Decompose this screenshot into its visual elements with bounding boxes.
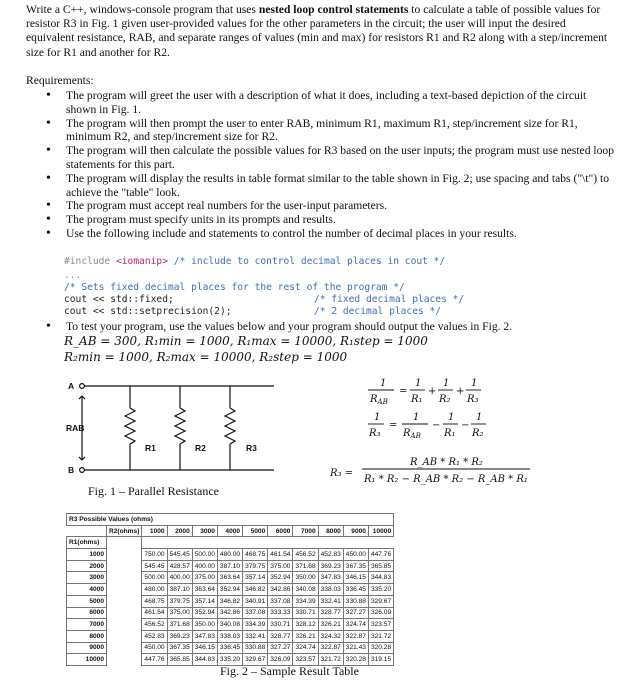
table-cell: 363.64 bbox=[217, 572, 242, 584]
table-col-header: 2000 bbox=[167, 525, 192, 537]
table-cell: 332.41 bbox=[243, 630, 268, 642]
eq2-rab bbox=[402, 428, 421, 440]
eq2-one-a: 1 bbox=[374, 412, 381, 423]
eq1-rab bbox=[369, 394, 388, 406]
table-cell: 319.15 bbox=[368, 654, 393, 666]
table-cell: 365.85 bbox=[167, 654, 192, 666]
table-cell: 338.03 bbox=[217, 630, 242, 642]
table-cell: 468.75 bbox=[243, 549, 268, 561]
table-cell: 323.57 bbox=[293, 654, 318, 666]
table-cell: 347.83 bbox=[192, 630, 217, 642]
table-cell: 357.14 bbox=[192, 595, 217, 607]
intro-paragraph bbox=[26, 3, 616, 60]
table-spacer bbox=[107, 572, 142, 584]
table-spacer bbox=[107, 619, 142, 631]
eq3-numerator: R_AB * R₁ * R₂ bbox=[410, 457, 483, 468]
table-spacer bbox=[107, 642, 142, 654]
table-cell: 461.54 bbox=[268, 549, 293, 561]
table-cell: 363.64 bbox=[192, 584, 217, 596]
table-corner bbox=[67, 525, 107, 537]
eq3-denominator: R₁ * R₂ − R_AB * R₂ − R_AB * R₁ bbox=[364, 474, 528, 485]
test-values-line-1: R_AB = 300, R₁min = 1000, R₁max = 10000, R₁step = 1000 bbox=[64, 334, 428, 348]
table-row-header: 4000 bbox=[67, 584, 107, 596]
table-row-header: 2000 bbox=[67, 560, 107, 572]
code-fixed-comment: /* fixed decimal places */ bbox=[314, 294, 465, 305]
eq1-one-a: 1 bbox=[380, 378, 387, 389]
table-cell: 334.39 bbox=[293, 595, 318, 607]
table-spacer bbox=[107, 607, 142, 619]
table-cell: 468.75 bbox=[142, 595, 167, 607]
table-cell: 340.08 bbox=[217, 619, 242, 631]
table-row bbox=[67, 572, 394, 584]
table-cell: 330.88 bbox=[243, 642, 268, 654]
code-sets-comment: /* Sets fixed decimal places for the rest of the program */ bbox=[64, 282, 405, 293]
table-cell: 500.00 bbox=[192, 549, 217, 561]
table-cell: 322.87 bbox=[318, 642, 343, 654]
code-include-comment: /* include to control decimal places in cout */ bbox=[173, 256, 446, 267]
table-cell: 447.76 bbox=[142, 654, 167, 666]
table-cell: 461.54 bbox=[142, 607, 167, 619]
eq1-one-b: 1 bbox=[415, 378, 422, 389]
eq1-plus-1: + bbox=[428, 386, 437, 397]
requirements-list bbox=[44, 89, 619, 241]
code-line-fixed bbox=[64, 294, 174, 306]
table-cell: 347.83 bbox=[318, 572, 343, 584]
table-cell: 336.45 bbox=[217, 642, 242, 654]
table-cell: 545.45 bbox=[167, 549, 192, 561]
intro-bold: nested loop control statements bbox=[258, 3, 409, 16]
bullet-item: • The program will then calculate the possible values for R3 based on the user inputs; the program must use nested loop statements for this part. bbox=[44, 144, 619, 172]
table-cell: 323.57 bbox=[368, 619, 393, 631]
table-cell: 330.88 bbox=[343, 595, 368, 607]
table-cell: 346.15 bbox=[343, 572, 368, 584]
table-cell: 327.27 bbox=[343, 607, 368, 619]
table-row-header: 6000 bbox=[67, 607, 107, 619]
eq1-r3: R₃ bbox=[467, 394, 479, 405]
table-cell: 367.35 bbox=[343, 560, 368, 572]
table-cell: 335.20 bbox=[368, 584, 393, 596]
r3-label: R3 bbox=[246, 443, 257, 453]
table-cell: 321.72 bbox=[318, 654, 343, 666]
table-cell: 400.00 bbox=[192, 560, 217, 572]
table-cell: 326.21 bbox=[293, 630, 318, 642]
table-cell: 333.33 bbox=[268, 607, 293, 619]
table-col-header: 1000 bbox=[142, 525, 167, 537]
table-spacer bbox=[107, 595, 142, 607]
table-cell: 335.20 bbox=[217, 654, 242, 666]
test-bullet: • To test your program, use the values below and your program should output the values in Fig. 2. bbox=[44, 320, 619, 334]
table-cell: 329.67 bbox=[243, 654, 268, 666]
table-cell: 375.00 bbox=[268, 560, 293, 572]
table-r1-header: R1(ohms) bbox=[67, 537, 107, 549]
table-r2-header-row bbox=[67, 525, 394, 537]
r1-label: R1 bbox=[145, 443, 156, 453]
table-cell: 452.83 bbox=[142, 630, 167, 642]
eq2-minus-2: − bbox=[461, 420, 470, 431]
result-table-body bbox=[67, 514, 394, 666]
eq2-rab-r: R bbox=[403, 428, 411, 439]
table-cell: 367.35 bbox=[167, 642, 192, 654]
table-row-header: 5000 bbox=[67, 595, 107, 607]
test-values-line-2: R₂min = 1000, R₂max = 10000, R₂step = 1000 bbox=[64, 350, 348, 364]
table-row bbox=[67, 549, 394, 561]
table-cell: 324.74 bbox=[293, 642, 318, 654]
table-cell: 330.71 bbox=[268, 619, 293, 631]
table-cell: 326.09 bbox=[368, 607, 393, 619]
table-col-header: 5000 bbox=[243, 525, 268, 537]
table-cell: 321.43 bbox=[343, 642, 368, 654]
eq2-rab-sub: AB bbox=[410, 432, 421, 440]
table-cell: 480.00 bbox=[142, 584, 167, 596]
table-row-header: 10000 bbox=[67, 654, 107, 666]
eq2-one-b: 1 bbox=[413, 412, 420, 423]
table-cell: 332.41 bbox=[318, 595, 343, 607]
table-cell: 344.83 bbox=[192, 654, 217, 666]
eq2-equals: = bbox=[389, 420, 398, 431]
table-cell: 375.00 bbox=[192, 572, 217, 584]
table-cell: 328.12 bbox=[293, 619, 318, 631]
table-cell: 545.45 bbox=[142, 560, 167, 572]
table-cell: 324.74 bbox=[343, 619, 368, 631]
table-cell: 357.14 bbox=[243, 572, 268, 584]
eq2-r1: R₁ bbox=[444, 428, 456, 439]
intro-text-1: Write a C++, windows-console program that uses bbox=[26, 3, 259, 16]
table-cell: 450.00 bbox=[142, 642, 167, 654]
bullet-item: • The program will greet the user with a description of what it does, including a text-based depiction of the circuit shown in Fig. 1. bbox=[44, 89, 619, 117]
code-precision-comment: /* 2 decimal places */ bbox=[314, 306, 442, 317]
table-r1-header-row bbox=[67, 537, 394, 549]
code-fixed: cout << std::fixed; bbox=[64, 294, 174, 305]
table-row-header: 1000 bbox=[67, 549, 107, 561]
result-table bbox=[66, 513, 394, 666]
table-title-row bbox=[67, 514, 394, 526]
table-cell: 447.76 bbox=[368, 549, 393, 561]
formulas bbox=[326, 374, 606, 486]
table-spacer bbox=[107, 549, 142, 561]
table-row bbox=[67, 630, 394, 642]
table-row-header: 8000 bbox=[67, 630, 107, 642]
table-cell: 321.72 bbox=[368, 630, 393, 642]
table-row bbox=[67, 584, 394, 596]
eq2-r3: R₃ bbox=[369, 428, 381, 439]
table-col-header: 6000 bbox=[268, 525, 293, 537]
table-cell: 369.23 bbox=[318, 560, 343, 572]
table-cell: 324.32 bbox=[318, 630, 343, 642]
table-row bbox=[67, 595, 394, 607]
eq1-rab-r: R bbox=[370, 394, 378, 405]
table-cell: 379.75 bbox=[167, 595, 192, 607]
table-cell: 387.10 bbox=[217, 560, 242, 572]
table-cell: 350.00 bbox=[192, 619, 217, 631]
table-spacer bbox=[107, 630, 142, 642]
table-cell: 480.00 bbox=[217, 549, 242, 561]
table-cell: 340.08 bbox=[293, 584, 318, 596]
bullet-item: • The program must accept real numbers for the user-input parameters. bbox=[44, 199, 619, 213]
table-cell: 346.82 bbox=[217, 595, 242, 607]
bullet-item: • Use the following include and statements to control the number of decimal places in your results. bbox=[44, 227, 619, 241]
table-row bbox=[67, 607, 394, 619]
table-row-header: 7000 bbox=[67, 619, 107, 631]
table-col-header: 10000 bbox=[368, 525, 393, 537]
code-include-header: <iomanip> bbox=[116, 256, 168, 267]
eq1-one-d: 1 bbox=[471, 378, 478, 389]
eq3-lhs: R₃ = bbox=[330, 468, 354, 479]
table-cell: 450.00 bbox=[343, 549, 368, 561]
eq1-plus-2: + bbox=[456, 386, 465, 397]
table-spacer-row bbox=[142, 537, 394, 549]
table-cell: 342.86 bbox=[217, 607, 242, 619]
table-cell: 371.68 bbox=[293, 560, 318, 572]
table-cell: 428.57 bbox=[167, 560, 192, 572]
table-cell: 500.00 bbox=[142, 572, 167, 584]
bullet-item: • The program will then prompt the user to enter RAB, minimum R1, maximum R1, step/increment size for R1, minimum R2, and step/increment size for R2. bbox=[44, 117, 619, 145]
table-row bbox=[67, 560, 394, 572]
code-include-directive: #include bbox=[64, 256, 111, 267]
table-cell: 346.15 bbox=[192, 642, 217, 654]
table-cell: 328.77 bbox=[268, 630, 293, 642]
table-cell: 344.83 bbox=[368, 572, 393, 584]
table-cell: 456.52 bbox=[142, 619, 167, 631]
table-col-header: 9000 bbox=[343, 525, 368, 537]
table-spacer bbox=[107, 560, 142, 572]
table-cell: 342.86 bbox=[268, 584, 293, 596]
table-cell: 346.82 bbox=[243, 584, 268, 596]
circuit-diagram bbox=[60, 378, 290, 484]
table-cell: 338.03 bbox=[318, 584, 343, 596]
table-cell: 365.85 bbox=[368, 560, 393, 572]
eq2-minus-1: − bbox=[432, 420, 441, 431]
table-cell: 452.83 bbox=[318, 549, 343, 561]
rab-label: RAB bbox=[66, 423, 85, 433]
code-dots: ... bbox=[64, 270, 82, 281]
r2-label: R2 bbox=[195, 443, 206, 453]
table-cell: 328.77 bbox=[318, 607, 343, 619]
node-b-label: B bbox=[68, 465, 75, 475]
table-cell: 352.94 bbox=[268, 572, 293, 584]
table-cell: 387.10 bbox=[167, 584, 192, 596]
node-a-label: A bbox=[68, 381, 75, 391]
table-cell: 337.08 bbox=[243, 607, 268, 619]
code-line-precision bbox=[64, 306, 232, 318]
bullet-item: • The program will display the results in table format similar to the table shown in Fig. 2; use spacing and tabs ("\t") to achieve the "table" look. bbox=[44, 172, 619, 200]
table-cell: 322.87 bbox=[343, 630, 368, 642]
table-row bbox=[67, 619, 394, 631]
table-title: R3 Possible Values (ohms) bbox=[67, 514, 394, 526]
figure-2-caption: Fig. 2 – Sample Result Table bbox=[220, 664, 359, 678]
test-bullet-list bbox=[44, 320, 619, 334]
table-cell: 371.68 bbox=[167, 619, 192, 631]
eq1-rab-sub: AB bbox=[377, 398, 388, 406]
table-row bbox=[67, 642, 394, 654]
table-cell: 326.21 bbox=[318, 619, 343, 631]
table-col-header: 3000 bbox=[192, 525, 217, 537]
table-cell: 337.08 bbox=[268, 595, 293, 607]
requirements-heading: Requirements: bbox=[26, 74, 94, 87]
table-cell: 340.91 bbox=[243, 595, 268, 607]
figure-1-caption: Fig. 1 – Parallel Resistance bbox=[88, 484, 219, 498]
eq1-r1: R₁ bbox=[411, 394, 423, 405]
table-cell: 375.00 bbox=[167, 607, 192, 619]
table-cell: 750.00 bbox=[142, 549, 167, 561]
eq2-one-c: 1 bbox=[448, 412, 455, 423]
table-cell: 334.39 bbox=[243, 619, 268, 631]
table-cell: 330.71 bbox=[293, 607, 318, 619]
bullet-item: • The program must specify units in its prompts and results. bbox=[44, 213, 619, 227]
eq1-equals: = bbox=[399, 386, 408, 397]
table-spacer bbox=[107, 537, 142, 549]
table-row-header: 9000 bbox=[67, 642, 107, 654]
code-precision: cout << std::setprecision(2); bbox=[64, 306, 232, 317]
table-row-header: 3000 bbox=[67, 572, 107, 584]
table-cell: 352.94 bbox=[192, 607, 217, 619]
table-cell: 326.09 bbox=[268, 654, 293, 666]
table-cell: 329.67 bbox=[368, 595, 393, 607]
eq2-r2: R₂ bbox=[472, 428, 484, 439]
table-cell: 336.45 bbox=[343, 584, 368, 596]
table-spacer bbox=[107, 654, 142, 666]
table-cell: 350.00 bbox=[293, 572, 318, 584]
table-cell: 379.75 bbox=[243, 560, 268, 572]
code-include-line bbox=[64, 256, 445, 268]
table-cell: 320.28 bbox=[368, 642, 393, 654]
table-cell: 456.52 bbox=[293, 549, 318, 561]
table-col-header: 4000 bbox=[217, 525, 242, 537]
table-cell: 369.23 bbox=[167, 630, 192, 642]
eq2-one-d: 1 bbox=[476, 412, 483, 423]
table-cell: 327.27 bbox=[268, 642, 293, 654]
table-col-header: 7000 bbox=[293, 525, 318, 537]
table-col-header: 8000 bbox=[318, 525, 343, 537]
table-cell: 400.00 bbox=[167, 572, 192, 584]
table-spacer bbox=[107, 584, 142, 596]
table-cell: 352.94 bbox=[217, 584, 242, 596]
eq1-r2: R₂ bbox=[439, 394, 451, 405]
intro-text-2: to calculate a table of possible values for resistor R3 in Fig. 1 given user-provided values for the other parameters in the circuit; the user will input the desired equivalent resistance, RAB, and separate ranges of values (min and max) for resistors R1 and R2 along with a step/increment size for R1 and another for R2. bbox=[26, 3, 608, 59]
table-r2-header: R2(ohms) bbox=[107, 525, 142, 537]
eq1-one-c: 1 bbox=[443, 378, 450, 389]
table-cell: 320.28 bbox=[343, 654, 368, 666]
